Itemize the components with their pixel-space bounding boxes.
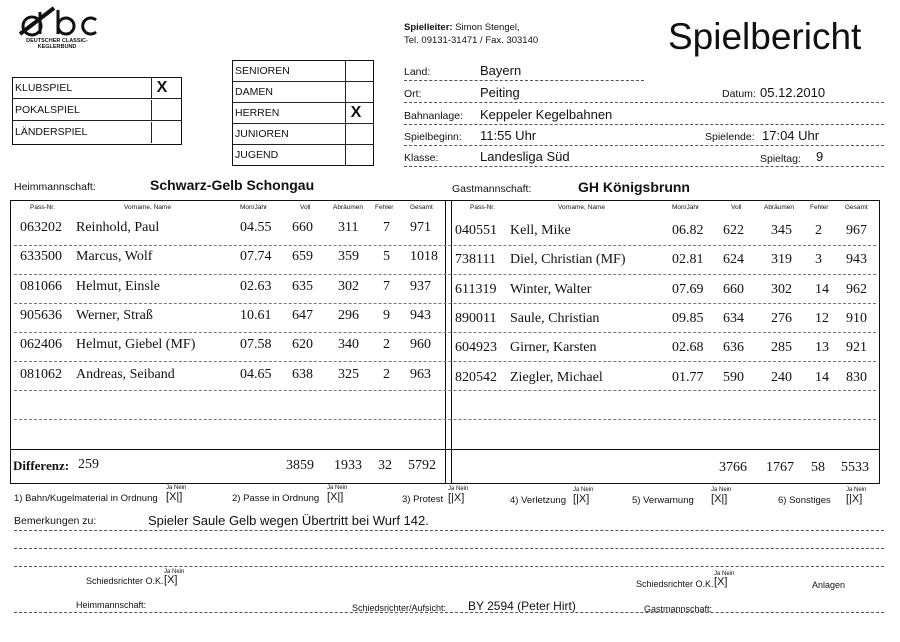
guest-total-abr: 1767 [766,460,794,475]
ja-nein-label: Ja Nein [448,486,469,492]
category-row [233,61,373,82]
anlagen-label: Anlagen [812,580,846,590]
home-player-date: 04.55 [240,220,272,235]
page-title: Spielbericht [668,16,862,57]
guest-player-gesamt: 921 [846,340,867,356]
home-player-fehler: 7 [383,220,390,235]
bemerkungen-text: Spieler Saule Gelb wegen Übertritt bei Wurf 142. [148,513,429,528]
home-player-pass: 081066 [20,278,62,294]
gastmannschaft-signature-label: Gastmannschaft: [644,604,713,614]
question-checkbox[interactable]: [|X] [573,493,590,505]
heimmannschaft-name: Schwarz-Gelb Schongau [150,177,315,193]
spielleiter-value: Simon Stengel, [455,22,520,33]
guest-player-fehler: 3 [815,252,822,268]
category-label: HERREN [235,107,280,119]
bahnanlage-value: Keppeler Kegelbahnen [480,107,613,122]
checkbox-nein-mark: X [453,492,462,504]
guest-player-abr: 319 [771,252,792,268]
home-player-pass: 905636 [20,307,62,323]
question-checkbox[interactable]: [|X] [448,492,465,504]
home-header-date: Mon/Jahr [240,204,268,211]
checkbox-ja-mark: X [330,491,338,503]
datum-value: 05.12.2010 [760,85,826,100]
home-player-gesamt: 960 [410,337,431,353]
home-player-voll: 659 [292,249,313,265]
guest-player-fehler: 14 [815,369,829,385]
checkbox-nein-mark: X [578,493,587,505]
home-header-pass: Pass-Nr. [30,204,55,211]
guest-header-name: Vorname, Name [558,204,605,211]
question-label: 2) Passe in Ordnung [232,493,320,504]
guest-player-date: 07.69 [672,281,704,297]
question-label: 6) Sonstiges [778,495,831,506]
guest-player-voll: 660 [723,281,744,297]
guest-header-voll: Voll [731,204,742,211]
spielbeginn-value: 11:55 Uhr [480,128,537,143]
category-label: SENIOREN [235,65,290,77]
home-player-fehler: 2 [383,366,390,382]
category-row [233,124,373,145]
home-player-name: Helmut, Einsle [76,278,160,294]
guest-player-pass: 890011 [455,310,497,326]
category-label: JUNIOREN [235,128,289,140]
guest-player-abr: 302 [771,281,792,297]
home-player-fehler: 9 [383,307,390,323]
schiri-ok-left-label: Schiedsrichter O.K. [86,576,164,586]
home-player-pass: 633500 [20,249,62,265]
question-checkbox[interactable]: [X|] [166,491,183,503]
home-player-gesamt: 1018 [410,249,438,265]
home-header-name: Vorname, Name [124,204,171,211]
guest-player-name: Winter, Walter [510,281,592,297]
bahnanlage-label: Bahnanlage: [404,110,463,122]
match-type-row-laenderspiel [13,122,181,143]
schiedsrichter-signature-label: Schiedsrichter/Aufsicht: [352,603,447,613]
guest-total-voll: 3766 [719,460,747,475]
category-label: DAMEN [235,86,273,98]
home-player-voll: 638 [292,366,313,382]
match-type-mark: X [151,78,172,98]
home-header-fehler: Fehler [375,204,394,211]
guest-header-fehler: Fehler [810,204,829,211]
home-player-abr: 296 [338,307,359,323]
differenz-value: 259 [78,457,99,472]
checkbox-mark: X [717,576,725,588]
category-mark: X [345,103,366,123]
ja-nein-label: Ja Nein [714,571,735,577]
home-total-fehler: 32 [378,458,392,473]
home-player-fehler: 5 [383,249,390,265]
guest-player-voll: 590 [723,369,744,385]
home-player-name: Marcus, Wolf [76,249,153,265]
schiri-ok-right-checkbox[interactable]: [X] [714,576,728,588]
guest-player-date: 09.85 [672,310,704,326]
guest-player-name: Kell, Mike [510,223,571,238]
question-label: 4) Verletzung [510,495,566,506]
home-player-pass: 063202 [20,220,62,235]
guest-total-fehler: 58 [811,460,825,475]
category-row [233,103,373,124]
home-player-pass: 062406 [20,337,62,353]
question-label: 1) Bahn/Kugelmaterial in Ordnung [14,493,158,504]
guest-player-pass: 738111 [455,252,496,268]
logo-text-top: DEUTSCHER CLASSIC- [26,38,88,44]
guest-player-pass: 604923 [455,340,497,356]
guest-player-name: Diel, Christian (MF) [510,252,626,268]
category-row [233,145,373,166]
guest-player-pass: 611319 [455,281,497,297]
home-player-abr: 359 [338,249,359,265]
category-mark [345,124,366,144]
home-player-abr: 302 [338,278,359,294]
differenz-label: Differenz: [13,458,70,473]
category-mark [345,82,366,102]
dckb-logo [14,4,100,52]
guest-player-voll: 636 [723,340,744,356]
question-label: 3) Protest [402,494,444,505]
category-label: JUGEND [235,149,279,161]
ja-nein-label: Ja Nein [711,487,732,493]
guest-player-fehler: 12 [815,310,829,326]
home-player-gesamt: 971 [410,220,431,235]
match-type-label: POKALSPIEL [15,104,80,116]
spielende-value: 17:04 Uhr [762,128,820,143]
guest-player-name: Ziegler, Michael [510,369,603,385]
guest-player-voll: 634 [723,310,744,326]
guest-player-date: 06.82 [672,223,704,238]
category-box [232,60,374,166]
guest-player-voll: 624 [723,252,744,268]
bemerkungen-label: Bemerkungen zu: [14,515,97,527]
spielbeginn-label: Spielbeginn: [404,131,462,143]
guest-player-abr: 285 [771,340,792,356]
guest-player-gesamt: 830 [846,369,867,385]
ja-nein-label: Ja Nein [573,487,594,493]
heimmannschaft-label: Heimmannschaft: [14,181,96,193]
home-total-abr: 1933 [334,458,362,473]
home-total-gesamt: 5792 [408,458,436,473]
klasse-label: Klasse: [404,152,439,164]
guest-player-abr: 345 [771,223,792,238]
land-label: Land: [404,66,431,78]
question-checkbox[interactable]: [X|] [711,493,728,505]
match-type-label: LÄNDERSPIEL [15,126,88,138]
datum-label: Datum: [722,88,756,100]
home-player-date: 04.65 [240,366,272,382]
home-total-voll: 3859 [286,458,314,473]
guest-player-gesamt: 967 [846,223,867,238]
home-player-voll: 620 [292,337,313,353]
gastmannschaft-name: GH Königsbrunn [578,179,690,195]
guest-player-abr: 276 [771,310,792,326]
klasse-value: Landesliga Süd [480,149,570,164]
home-player-voll: 635 [292,278,313,294]
question-checkbox[interactable]: [|X] [846,493,863,505]
guest-player-name: Girner, Karsten [510,340,597,356]
dckb-logo-graphic [14,4,100,38]
guest-player-date: 01.77 [672,369,704,385]
ort-value: Peiting [480,85,520,100]
ja-nein-label: Ja Nein [164,569,185,575]
home-header-abr: Abräumen [333,204,363,211]
spieltag-label: Spieltag: [760,153,801,165]
checkbox-ja-mark: X [714,493,722,505]
home-player-gesamt: 937 [410,278,431,294]
spielende-label: Spielende: [705,131,755,143]
ja-nein-label: Ja Nein [166,485,187,491]
tel-fax: Tel. 09131-31471 / Fax. 303140 [404,35,539,46]
home-player-voll: 647 [292,307,313,323]
guest-player-gesamt: 910 [846,310,867,326]
guest-player-voll: 622 [723,223,744,238]
ja-nein-label: Ja Nein [846,487,867,493]
home-player-date: 02.63 [240,278,272,294]
question-label: 5) Verwarnung [632,495,694,506]
home-header-voll: Voll [300,204,311,211]
home-player-fehler: 2 [383,337,390,353]
guest-header-abr: Abräumen [764,204,794,211]
match-type-label: KLUBSPIEL [15,82,73,94]
home-player-gesamt: 963 [410,366,431,382]
ort-label: Ort: [404,88,422,100]
schiedsrichter-name: BY 2594 (Peter Hirt) [468,599,576,613]
guest-player-name: Saule, Christian [510,310,600,326]
checkbox-mark: X [167,574,175,586]
home-player-abr: 340 [338,337,359,353]
guest-player-pass: 820542 [455,369,497,385]
home-player-pass: 081062 [20,366,62,382]
question-checkbox[interactable]: [X|] [327,491,344,503]
category-mark [345,61,366,81]
checkbox-nein-mark: X [851,493,860,505]
spieltag-value: 9 [816,149,824,164]
ja-nein-label: Ja Nein [327,485,348,491]
home-player-name: Andreas, Seiband [76,366,175,382]
match-type-box [12,77,182,145]
logo-text-bottom: KEGLERBUND [37,44,77,50]
guest-player-gesamt: 943 [846,252,867,268]
match-type-mark [151,122,172,143]
match-type-mark [151,100,172,120]
schiri-ok-right-label: Schiedsrichter O.K. [636,579,714,589]
home-player-name: Reinhold, Paul [76,220,160,235]
guest-player-fehler: 13 [815,340,829,356]
home-player-name: Werner, Straß [76,307,153,323]
guest-player-gesamt: 962 [846,281,867,297]
home-player-date: 07.74 [240,249,272,265]
home-player-voll: 660 [292,220,313,235]
guest-player-pass: 040551 [455,223,497,238]
guest-player-date: 02.81 [672,252,704,268]
home-player-fehler: 7 [383,278,390,294]
guest-header-gesamt: Gesamt [845,204,868,211]
home-player-name: Helmut, Giebel (MF) [76,337,196,353]
guest-header-pass: Pass-Nr. [470,204,495,211]
guest-player-abr: 240 [771,369,792,385]
schiri-ok-left-checkbox[interactable]: [X] [164,574,178,586]
home-player-date: 07.58 [240,337,272,353]
guest-player-fehler: 2 [815,223,822,238]
match-type-row-pokalspiel [13,100,181,121]
spielleiter-line [404,22,520,33]
home-player-gesamt: 943 [410,307,431,323]
heimmannschaft-signature-label: Heimmannschaft: [76,600,147,610]
category-mark [345,145,366,166]
home-player-abr: 311 [338,220,359,235]
guest-player-fehler: 14 [815,281,829,297]
home-header-gesamt: Gesamt [410,204,433,211]
guest-header-date: Mon/Jahr [672,204,700,211]
home-player-abr: 325 [338,366,359,382]
home-player-date: 10.61 [240,307,272,323]
checkbox-ja-mark: X [169,491,177,503]
gastmannschaft-label: Gastmannschaft: [452,183,532,195]
land-value: Bayern [480,63,522,78]
guest-total-gesamt: 5533 [841,460,869,475]
category-row [233,82,373,103]
guest-player-date: 02.68 [672,340,704,356]
spielleiter-label: Spielleiter: [404,22,453,33]
match-type-row-klubspiel [13,78,181,99]
